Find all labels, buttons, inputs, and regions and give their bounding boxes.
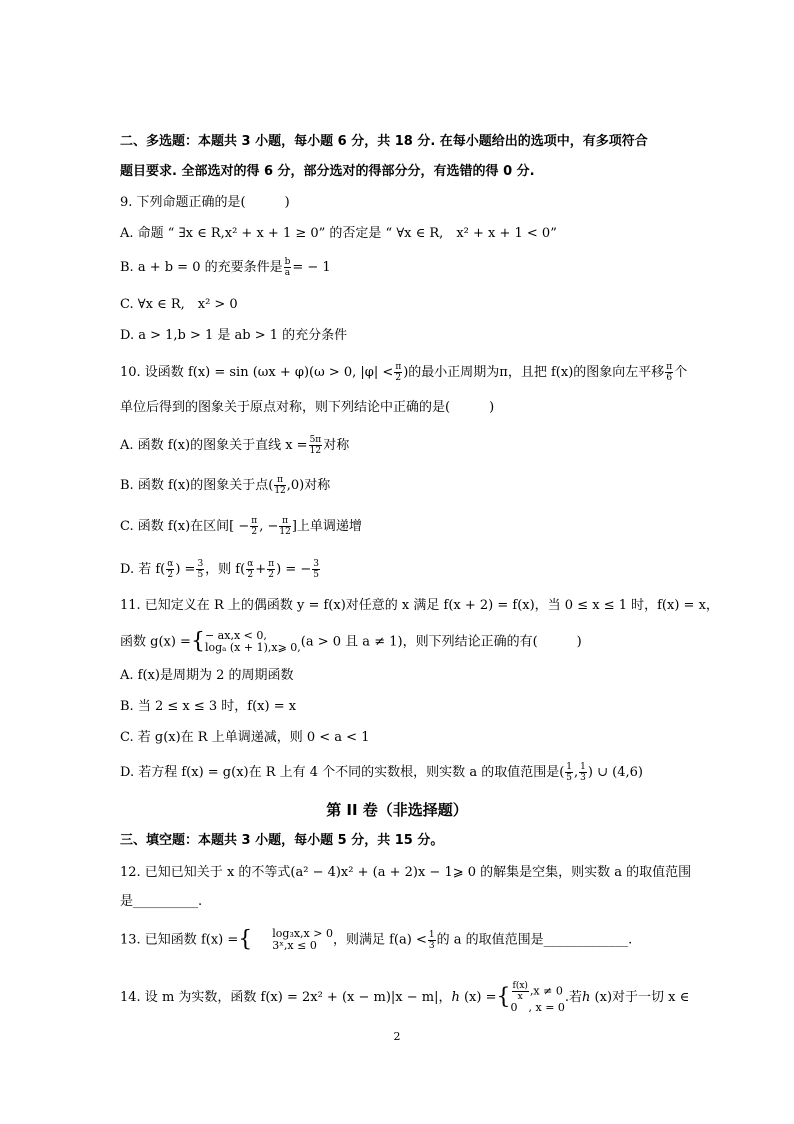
q11-option-c: C. 若 g(x)在 R 上单调递减，则 0 < a < 1 [120, 730, 370, 745]
q9-option-d: D. a > 1,b > 1 是 ab > 1 的充分条件 [120, 328, 348, 343]
q10-option-d: D. 若 f( $\frac{\alpha}{2}$ ) = $\frac{3}{5}$ ，则 f( $\frac{\alpha}{2}$ + $\frac{\pi}{2}$ ) = − $\frac{3}{5}$ [120, 559, 319, 580]
q10-stem: 10. 设函数 f(x) = sin (ωx + φ)(ω > 0, |φ| < $\frac{\pi}{2}$ )的最小正周期为π，且把 f(x)的图象向左平移 $\frac{\pi}{6}$ 个 [120, 362, 688, 383]
q9-option-b: B. a + b = 0 的充要条件是 $\frac{b}{a}$ = − 1 [120, 257, 331, 278]
q10-option-c: C. 函数 f(x)在区间[ − $\frac{\pi}{2}$ , − $\frac{\pi}{12}$ ]上单调递增 [120, 516, 362, 537]
q9-option-a: A. 命题 “ ∃x ∈ R,x² + x + 1 ≥ 0” 的否定是 “ ∀x ∈ R, x² + x + 1 < 0” [120, 226, 557, 241]
fraction: $\frac{b}{a}$ [284, 257, 291, 278]
q10-option-a: A. 函数 f(x)的图象关于直线 x = $\frac{5\pi}{12}$ 对称 [120, 435, 350, 456]
q11-option-d: D. 若方程 f(x) = g(x)在 R 上有 4 个不同的实数根，则实数 a 的取值范围是( $\frac{1}{5}$ , $\frac{1}{3}$ ) ∪ (4,6) [120, 762, 643, 783]
q13-text: 13. 已知函数 f(x) ={ log₃x,x > 0 3ˣ,x ≤ 0 ，则满足 f(a) < $\frac{1}{3}$ 的 a 的取值范围是_____________. [120, 927, 633, 952]
q9-stem: 9. 下列命题正确的是( ) [120, 195, 290, 210]
q11-g-definition: 函数 g(x) ={ − ax,x < 0, logₐ (x + 1),x⩾ 0, (a > 0 且 a ≠ 1)，则下列结论正确的有( ) [120, 629, 582, 654]
q11-option-b: B. 当 2 ≤ x ≤ 3 时，f(x) = x [120, 699, 297, 714]
q9-option-c: C. ∀x ∈ R, x² > 0 [120, 297, 238, 312]
section-3-header: 三、填空题：本题共 3 小题，每小题 5 分，共 15 分。 [120, 833, 444, 848]
q10-stem-line2: 单位后得到的图象关于原点对称，则下列结论中正确的是( ) [120, 400, 495, 415]
q12-line2: 是__________. [120, 894, 203, 909]
q12-line1: 12. 已知已知关于 x 的不等式(a² − 4)x² + (a + 2)x − 1⩾ 0 的解集是空集，则实数 a 的取值范围 [120, 865, 692, 880]
part-2-title: 第 II 卷（非选择题） [326, 801, 468, 819]
q10-option-b: B. 函数 f(x)的图象关于点( $\frac{\pi}{12}$ ,0)对称 [120, 475, 331, 496]
section-2-header-line1: 二、多选题：本题共 3 小题，每小题 6 分，共 18 分. 在每小题给出的选项中，有多项符合 [120, 134, 648, 149]
q14-text: 14. 设 m 为实数，函数 f(x) = 2x² + (x − m)|x − m|，ℎ (x) ={ $\frac{f(x)}{x}$ ,x ≠ 0 0 , x = 0 .若ℎ (x)对于一切 x ∈ [120, 981, 690, 1014]
q11-stem: 11. 已知定义在 R 上的偶函数 y = f(x)对任意的 x 满足 f(x + 2) = f(x)，当 0 ≤ x ≤ 1 时，f(x) = x， [120, 598, 719, 613]
q11-option-a: A. f(x)是周期为 2 的周期函数 [120, 668, 294, 683]
page-number: 2 [393, 1030, 401, 1043]
section-2-header-line2: 题目要求. 全部选对的得 6 分，部分选对的得部分分，有选错的得 0 分. [120, 164, 535, 179]
